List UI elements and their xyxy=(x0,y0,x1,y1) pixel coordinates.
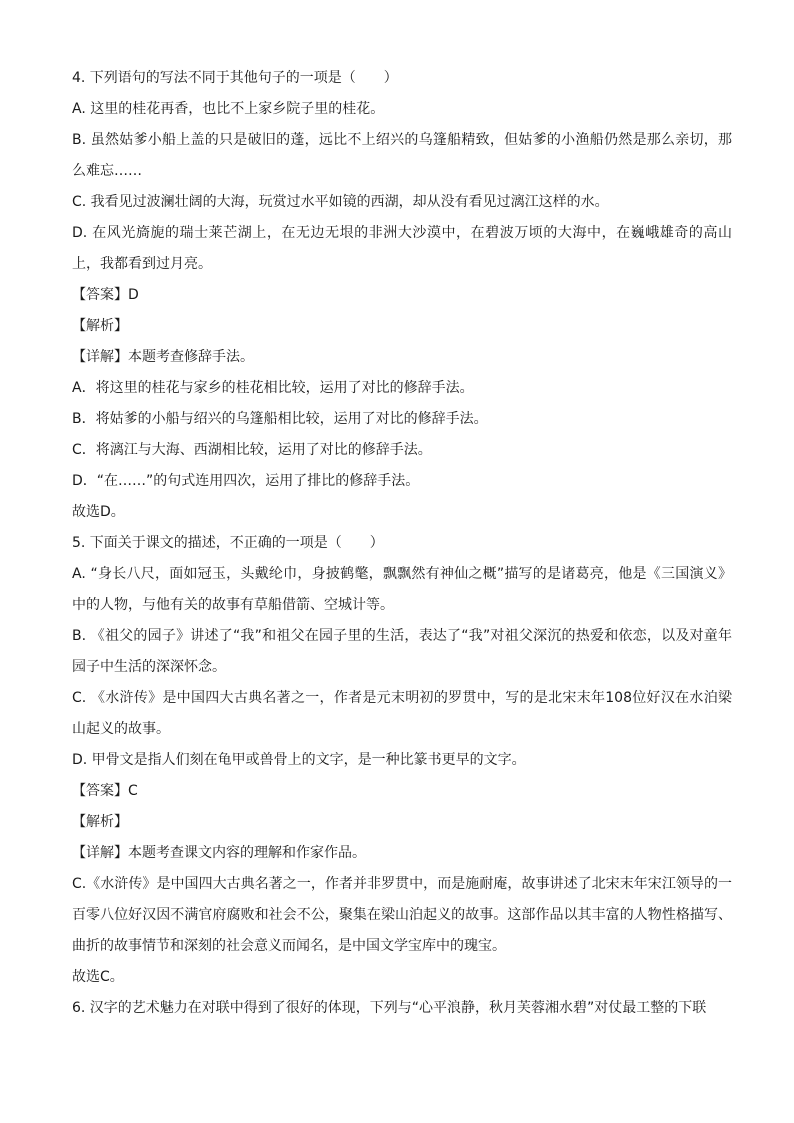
q4-detail: 【详解】本题考查修辞手法。 xyxy=(72,349,254,365)
q5-answer: 【答案】C xyxy=(72,783,138,799)
q4-option-a: A. 这里的桂花再香，也比不上家乡院子里的桂花。 xyxy=(72,101,385,117)
q4-explanation-c: C．将漓江与大海、西湖相比较，运用了对比的修辞手法。 xyxy=(72,442,432,458)
q4-stem: 4. 下列语句的写法不同于其他句子的一项是（ ） xyxy=(72,70,398,86)
q5-option-d: D. 甲骨文是指人们刻在龟甲或兽骨上的文字，是一种比篆书更早的文字。 xyxy=(72,752,526,768)
q4-option-b: B. 虽然姑爹小船上盖的只是破旧的蓬，远比不上绍兴的乌篷船精致，但姑爹的小渔船仍然是那么亲切，那么难忘…… xyxy=(72,132,732,179)
q5-option-b: B. 《祖父的园子》讲述了“我”和祖父在园子里的生活，表达了“我”对祖父深沉的热爱和依恋，以及对童年园子中生活的深深怀念。 xyxy=(72,628,732,675)
q4-option-d: D. 在风光旖旎的瑞士莱芒湖上，在无边无垠的非洲大沙漠中，在碧波万顷的大海中，在巍峨雄奇的高山上，我都看到过月亮。 xyxy=(72,225,732,272)
q5-stem: 5. 下面关于课文的描述，不正确的一项是（ ） xyxy=(72,535,384,551)
q5-explanation-c: C.《水浒传》是中国四大古典名著之一，作者并非罗贯中，而是施耐庵，故事讲述了北宋末年宋江领导的一百零八位好汉因不满官府腐败和社会不公，聚集在梁山泊起义的故事。这部作品以其丰富的人物性格描写、曲折的故事情节和深刻的社会意义而闻名，是中国文学宝库中的瑰宝。 xyxy=(72,876,732,954)
q5-option-a: A. “身长八尺，面如冠玉，头戴纶巾，身披鹤氅，飘飘然有神仙之概”描写的是诸葛亮，他是《三国演义》中的人物，与他有关的故事有草船借箭、空城计等。 xyxy=(72,566,732,613)
q4-analysis-heading: 【解析】 xyxy=(72,318,128,334)
q6-stem: 6. 汉字的艺术魅力在对联中得到了很好的体现，下列与“心平浪静，秋月芙蓉湘水碧”对仗最工整的下联 xyxy=(72,1000,707,1016)
q5-detail: 【详解】本题考查课文内容的理解和作家作品。 xyxy=(72,845,366,861)
q5-analysis-heading: 【解析】 xyxy=(72,814,128,830)
q4-option-c: C. 我看见过波澜壮阔的大海，玩赏过水平如镜的西湖，却从没有看见过漓江这样的水。 xyxy=(72,194,609,210)
exam-page xyxy=(72,63,732,1024)
q5-option-c: C. 《水浒传》是中国四大古典名著之一，作者是元末明初的罗贯中，写的是北宋末年108位好汉在水泊梁山起义的故事。 xyxy=(72,690,732,737)
q4-answer: 【答案】D xyxy=(72,287,139,303)
q4-explanation-d: D．“在……”的句式连用四次，运用了排比的修辞手法。 xyxy=(72,473,420,489)
q5-conclusion: 故选C。 xyxy=(72,969,124,985)
q4-conclusion: 故选D。 xyxy=(72,504,125,520)
q4-explanation-a: A．将这里的桂花与家乡的桂花相比较，运用了对比的修辞手法。 xyxy=(72,380,474,396)
q4-explanation-b: B．将姑爹的小船与绍兴的乌篷船相比较，运用了对比的修辞手法。 xyxy=(72,411,488,427)
